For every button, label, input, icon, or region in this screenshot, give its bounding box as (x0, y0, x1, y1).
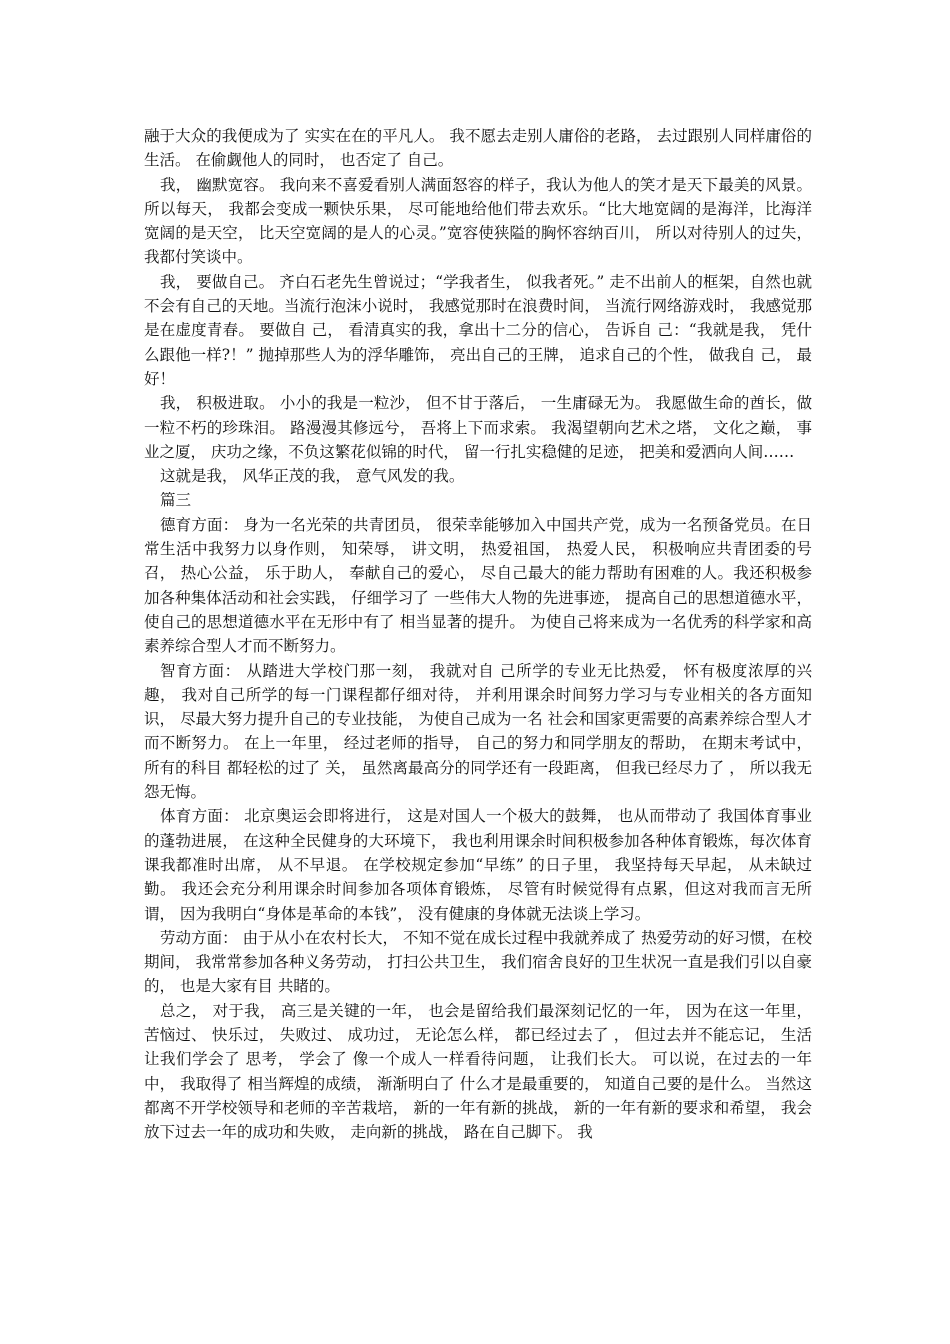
paragraph-4: 我， 积极进取。 小小的我是一粒沙， 但不甘于落后， 一生庸碌无为。 我愿做生命的酋长，做一粒不朽的珍珠泪。 路漫漫其修远兮， 吾将上下而求索。 我渴望朝向艺术之塔， 文化之巅， 事业之厦， 庆功之缘，不负这繁花似锦的时代， 留一行扎实稳健的足迹， 把美和爱洒向人间…… (144, 394, 812, 461)
paragraph-moral: 德育方面： 身为一名光荣的共青团员， 很荣幸能够加入中国共产党，成为一名预备党员。在日常生活中我努力以身作则， 知荣辱， 讲文明， 热爱祖国， 热爱人民， 积极响应共青团委的号召， 热心公益， 乐于助人， 奉献自己的爱心， 尽自己最大的能力帮助有困难的人。我还积极参加各种集体活动和社会实践， 仔细学习了 一些伟大人物的先进事迹， 提高自己的思想道德水平， 使自己的思想道德水平在无形中有了 相当显著的提升。 为使自己将来成为一名优秀的科学家和高素养综合型人才而不断努力。 (144, 515, 812, 656)
paragraph-5: 这就是我， 风华正茂的我， 意气风发的我。 (160, 467, 465, 486)
paragraph-3: 我， 要做自己。 齐白石老先生曾说过；“学我者生， 似我者死。” 走不出前人的框架，自然也就不会有自己的天地。当流行泡沫小说时， 我感觉那时在浪费时间， 当流行网络游戏时， 我感觉那是在虚度青春。 要做自 己， 看清真实的我，拿出十二分的信心， 告诉自 己：“我就是我， 凭什么跟他一样?！” 抛掉那些人为的浮华雕饰， 亮出自己的王牌， 追求自己的个性， 做我自 己， 最好！ (144, 272, 812, 388)
document-body (144, 124, 812, 1144)
paragraph-intellectual: 智育方面： 从踏进大学校门那一刻， 我就对自 己所学的专业无比热爱， 怀有极度浓厚的兴趣， 我对自己所学的每一门课程都仔细对待， 并利用课余时间努力学习与专业相关的各方面知识， 尽最大努力提升自己的专业技能， 为使自己成为一名 社会和国家更需要的高素养综合型人才而不断努力。 在上一年里， 经过老师的指导， 自己的努力和同学朋友的帮助， 在期末考试中， 所有的科目 都轻松的过了 关， 虽然离最高分的同学还有一段距离， 但我已经尽力了 ， 所以我无怨无悔。 (144, 661, 812, 802)
paragraph-physical: 体育方面： 北京奥运会即将进行， 这是对国人一个极大的鼓舞， 也从而带动了 我国体育事业的蓬勃进展， 在这种全民健身的大环境下， 我也利用课余时间积极参加各种体育锻炼，每次体育课我都准时出席， 从不早退。 在学校规定参加“早练” 的日子里， 我坚持每天早起， 从未缺过勤。 我还会充分利用课余时间参加各项体育锻炼， 尽管有时候觉得有点累，但这对我而言无所谓， 因为我明白“身体是革命的本钱”， 没有健康的身体就无法谈上学习。 (144, 807, 812, 923)
paragraph-labor: 劳动方面： 由于从小在农村长大， 不知不觉在成长过程中我就养成了 热爱劳动的好习惯，在校期间， 我常常参加各种义务劳动， 打扫公共卫生， 我们宿舍良好的卫生状况一直是我们引以自豪的， 也是大家有目 共睹的。 (144, 928, 812, 996)
paragraph-2: 我， 幽默宽容。 我向来不喜爱看别人满面怒容的样子，我认为他人的笑才是天下最美的风景。 所以每天， 我都会变成一颗快乐果， 尽可能地给他们带去欢乐。“比大地宽阔的是海洋，比海洋宽阔的是天空， 比天空宽阔的是人的心灵。”宽容使狭隘的胸怀容纳百川， 所以对待别人的过失， 我都付笑谈中。 (144, 175, 813, 267)
paragraph-summary: 总之， 对于我， 高三是关键的一年， 也会是留给我们最深刻记忆的一年， 因为在这一年里， 苦恼过、 快乐过， 失败过、 成功过， 无论怎么样， 都已经过去了 ， 但过去并不能忘记， 生活让我们学会了 思考， 学会了 像一个成人一样看待问题， 让我们长大。 可以说，在过去的一年中， 我取得了 相当辉煌的成绩， 渐渐明白了 什么才是最重要的， 知道自己要的是什么。 当然这都离不开学校领导和老师的辛苦栽培， 新的一年有新的挑战， 新的一年有新的要求和希望， 我会放下过去一年的成功和失败， 走向新的挑战， 路在自己脚下。 我 (144, 1001, 812, 1142)
section-heading: 篇三 (160, 491, 192, 510)
paragraph-1: 融于大众的我便成为了 实实在在的平凡人。 我不愿去走别人庸俗的老路， 去过跟别人同样庸俗的生活。 在偷觑他人的同时， 也否定了 自己。 (144, 127, 812, 170)
